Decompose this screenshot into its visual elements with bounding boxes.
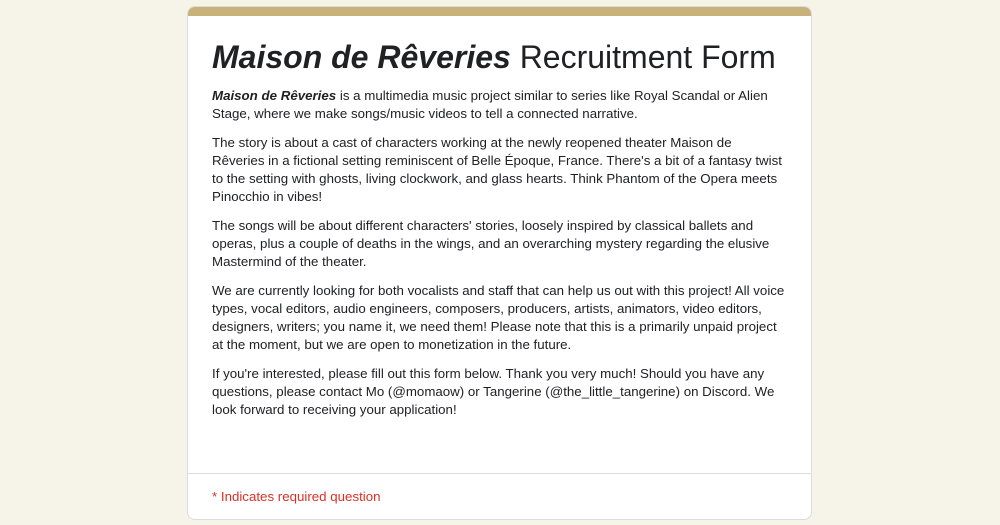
description-paragraph-2: The story is about a cast of characters working at the newly reopened theater Maison de Rêveries in a fictional setting reminiscent of Belle Époque, France. There's a bit of a fantasy twist to the setting with ghosts, living clockwork, and glass hearts. Think Phantom of the Opera meets Pinocchio in vibes! (212, 135, 782, 204)
required-question-note: * Indicates required question (212, 489, 381, 504)
form-description (212, 87, 787, 419)
form-header-body (188, 16, 811, 462)
description-project-name: Maison de Rêveries (212, 88, 337, 103)
description-paragraph-1-text: is a multimedia music project similar to series like Royal Scandal or Alien Stage, where we make songs/music videos to tell a connected narrative. (212, 88, 768, 121)
form-title-rest: Recruitment Form (510, 39, 776, 75)
form-title-emphasis: Maison de Rêveries (212, 39, 511, 75)
description-paragraph-3: The songs will be about different characters' stories, loosely inspired by classical ballets and operas, plus a couple of deaths in the wings, and an overarching mystery regarding the elusive Mastermind of the theater. (212, 218, 770, 269)
form-header-divider (188, 473, 811, 474)
description-paragraph-4: We are currently looking for both vocalists and staff that can help us out with this project! All voice types, vocal editors, audio engineers, composers, producers, artists, animators, video editors, designers, writers; you name it, we need them! Please note that this is a primarily unpaid project at the moment, but we are open to monetization in the future. (212, 283, 785, 352)
form-accent-bar (188, 7, 811, 16)
description-paragraph-5: If you're interested, please fill out this form below. Thank you very much! Should you have any questions, please contact Mo (@momaow) or Tangerine (@the_little_tangerine) on Discord. We look forward to receiving your application! (212, 366, 775, 417)
description-paragraph-1 (212, 87, 787, 123)
form-header-card (187, 6, 812, 520)
form-title (212, 38, 787, 76)
